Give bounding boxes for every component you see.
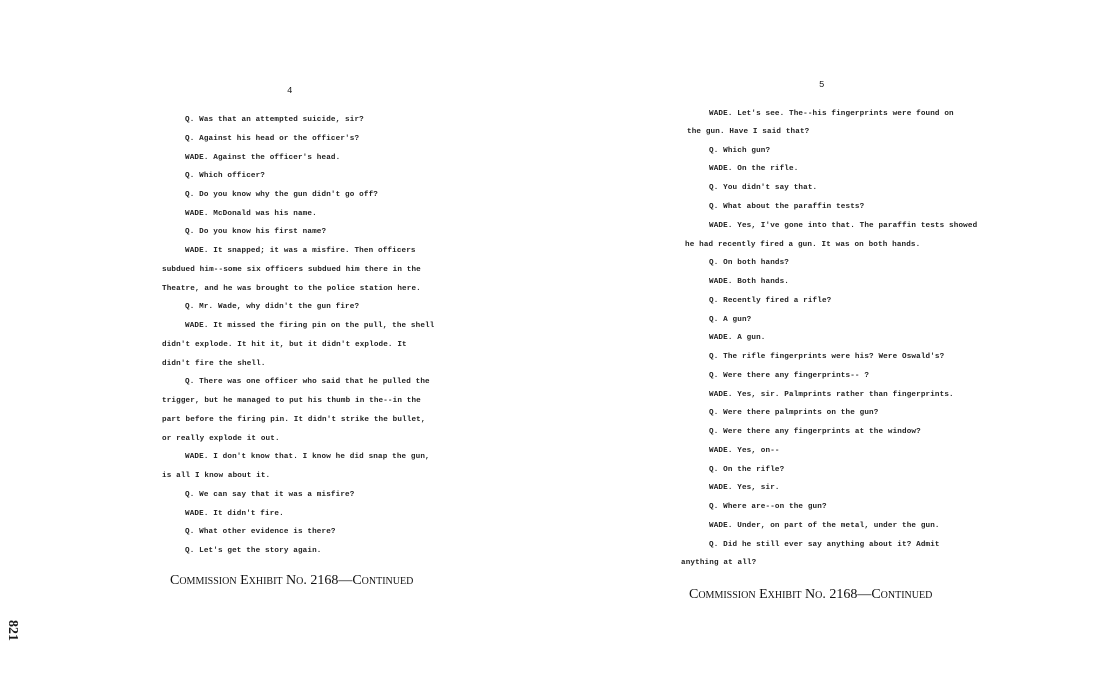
transcript-line: didn't explode. It hit it, but it didn't explode. It [162, 341, 407, 349]
transcript-line: Q. Were there any fingerprints-- ? [709, 372, 870, 380]
transcript-line: didn't fire the shell. [162, 360, 266, 368]
transcript-line: Q. Do you know why the gun didn't go off? [185, 191, 378, 199]
transcript-line: WADE. Yes, on-- [709, 447, 780, 455]
transcript-line: Q. A gun? [709, 316, 752, 324]
transcript-line: WADE. Let's see. The--his fingerprints were found on [709, 110, 954, 118]
transcript-line: is all I know about it. [162, 472, 271, 480]
transcript-line: WADE. It missed the firing pin on the pull, the shell [185, 322, 435, 330]
transcript-line: anything at all? [681, 559, 757, 567]
transcript-line: WADE. On the rifle. [709, 165, 799, 173]
transcript-line: Q. What about the paraffin tests? [709, 203, 865, 211]
transcript-line: WADE. Under, on part of the metal, under the gun. [709, 522, 940, 530]
page-number-left: 4 [287, 86, 293, 96]
transcript-line: the gun. Have I said that? [687, 128, 810, 136]
transcript-line: Q. Were there palmprints on the gun? [709, 409, 879, 417]
transcript-line: Q. On the rifle? [709, 466, 785, 474]
transcript-line: Q. What other evidence is there? [185, 528, 336, 536]
transcript-line: WADE. Yes, I've gone into that. The paraffin tests showed [709, 222, 978, 230]
transcript-line: WADE. It snapped; it was a misfire. Then officers [185, 247, 416, 255]
transcript-line: Q. Mr. Wade, why didn't the gun fire? [185, 303, 360, 311]
transcript-line: WADE. Against the officer's head. [185, 154, 341, 162]
transcript-line: WADE. It didn't fire. [185, 510, 284, 518]
transcript-line: Q. There was one officer who said that he pulled the [185, 378, 430, 386]
right-page [547, 0, 1094, 691]
transcript-line: Q. Was that an attempted suicide, sir? [185, 116, 364, 124]
transcript-line: WADE. Yes, sir. Palmprints rather than fingerprints. [709, 391, 954, 399]
transcript-line: Q. Do you know his first name? [185, 228, 327, 236]
transcript-line: Q. On both hands? [709, 259, 790, 267]
transcript-line: Q. We can say that it was a misfire? [185, 491, 355, 499]
transcript-line: Q. Were there any fingerprints at the window? [709, 428, 921, 436]
transcript-line: WADE. I don't know that. I know he did snap the gun, [185, 453, 430, 461]
transcript-line: Theatre, and he was brought to the police station here. [162, 285, 421, 293]
transcript-line: WADE. McDonald was his name. [185, 210, 317, 218]
transcript-line: part before the firing pin. It didn't strike the bullet, [162, 416, 426, 424]
transcript-line: WADE. A gun. [709, 334, 766, 342]
transcript-line: or really explode it out. [162, 435, 280, 443]
transcript-line: Q. You didn't say that. [709, 184, 818, 192]
transcript-line: Q. Did he still ever say anything about it? Admit [709, 541, 940, 549]
exhibit-caption-right: Commission Exhibit No. 2168—Continued [689, 587, 933, 602]
page-number-right: 5 [819, 80, 825, 90]
transcript-line: Q. Which gun? [709, 147, 771, 155]
transcript-line: WADE. Yes, sir. [709, 484, 780, 492]
exhibit-caption-left: Commission Exhibit No. 2168—Continued [170, 573, 414, 588]
transcript-line: Q. Against his head or the officer's? [185, 135, 360, 143]
transcript-line: Q. Which officer? [185, 172, 266, 180]
transcript-line: he had recently fired a gun. It was on both hands. [685, 241, 921, 249]
transcript-line: Q. Where are--on the gun? [709, 503, 827, 511]
side-page-number: 821 [5, 620, 20, 641]
transcript-line: WADE. Both hands. [709, 278, 790, 286]
transcript-line: Q. The rifle fingerprints were his? Were Oswald's? [709, 353, 945, 361]
transcript-line: Q. Recently fired a rifle? [709, 297, 832, 305]
transcript-line: Q. Let's get the story again. [185, 547, 322, 555]
transcript-line: subdued him--some six officers subdued him there in the [162, 266, 421, 274]
transcript-line: trigger, but he managed to put his thumb in the--in the [162, 397, 421, 405]
